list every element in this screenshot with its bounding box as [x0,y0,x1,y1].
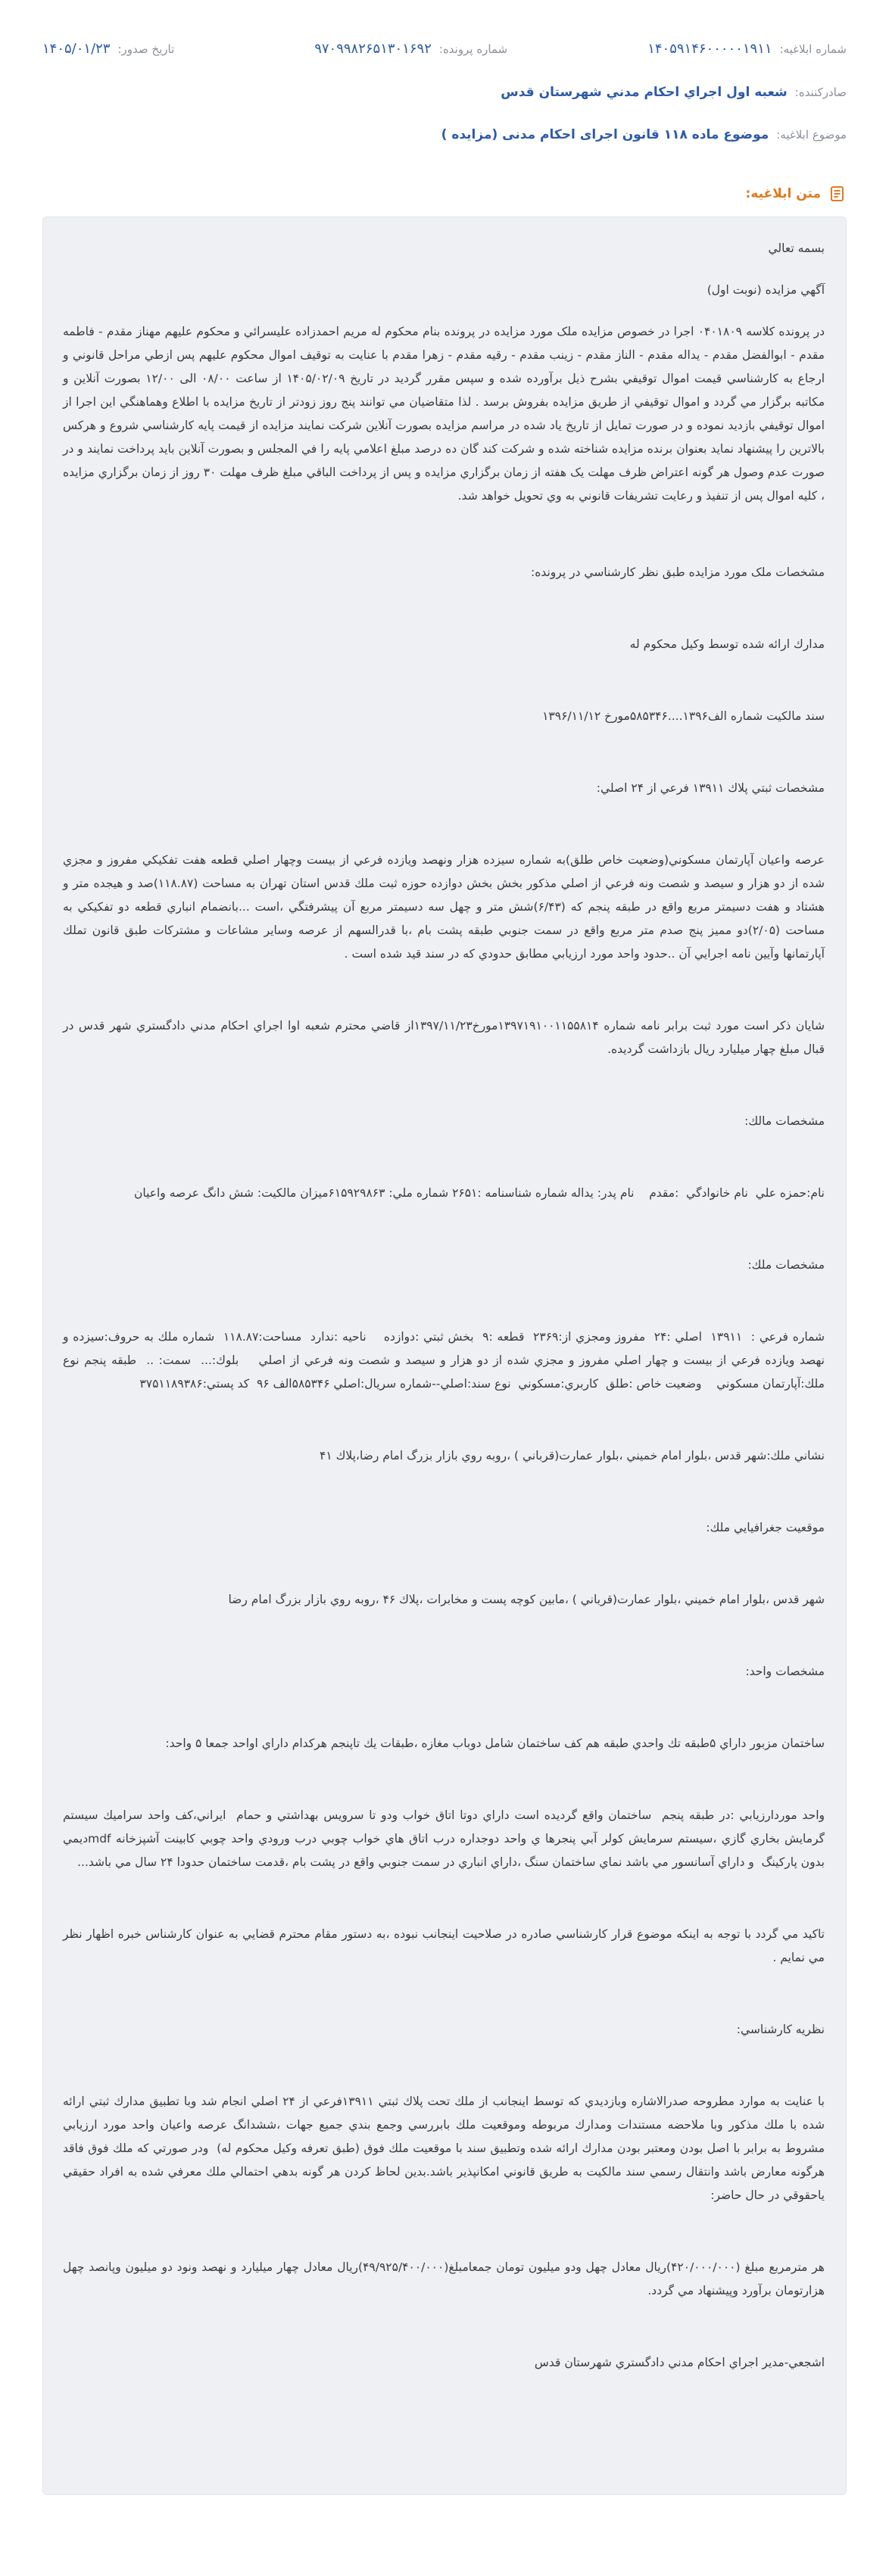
location-heading: موقعيت جغرافيايي ملك: [706,1521,825,1534]
property-address: نشاني ملك:شهر قدس ،بلوار امام خميني ،بلوار عمارت(قرباني ) ،روبه روي بازار بزرگ امام رضا،پلاك ۴۱ [320,1449,825,1462]
subject-value: موضوع ماده ۱۱۸ قانون اجرای احکام مدنی (مزایده ) [441,127,769,142]
location-details: شهر قدس ،بلوار امام خميني ،بلوار عمارت(قرباني ) ،مابين كوچه پست و مخابرات ،پلاك ۴۶ ،روبه روي بازار بزرگ امام رضا [228,1593,825,1606]
header-meta-row [42,39,847,59]
case-number-value: ۹۷۰۹۹۸۲۶۵۱۳۰۱۶۹۲ [314,41,432,57]
valuation-paragraph: هر مترمربع مبلغ (۴۲۰/۰۰۰/۰۰۰)ريال معادل چهل ودو ميليون تومان جمعامبلغ(۴۹/۹۲۵/۴۰۰/۰۰۰)ريال معادل چهار ميليارد و نهصد ونود دو ميليون وپانصد چهل هزارتومان برآورد وپيشنهاد مي گردد. [59,2260,825,2297]
issue-date-value: ۱۴۰۵/۰۱/۲۳ [42,41,111,57]
deed-line: سند مالكيت شماره الف۱۳۹۶....۵۸۵۳۴۶مورخ ۱۳۹۶/۱۱/۱۲ [542,709,825,723]
notice-text-title: متن ابلاغیه: [745,186,821,201]
unit-description: واحد موردارزيابي :در طبقه پنجم ساختمان واقع گرديده است داراي دوتا اتاق خواب ودو تا سرويس بهداشتي و حمام ايراني،كف واحد سراميك سيستم گرمايش بخاري گازي ،سيستم سرمايش كولر آبي پنجرها ي واحد دوجداره درب اتاق هاي خواب چوبي درب ورودي واحد چوبي كابينت آشپزخانه mdfديمي بدون پاركينگ و داراي آسانسور مي باشد نماي ساختمان سنگ ،داراي انباري در سمت جنوبي واقع در پشت بام ،قدمت ساختمان حدودا ۲۴ سال مي باشد... [59,1808,825,1869]
notice-text-heading [42,185,847,203]
owner-details: نام:حمزه علي نام خانوادگي :مقدم نام پدر: يداله شماره شناسنامه :۲۶۵۱ شماره ملي: ۶۱۵۹۲۹۸۶۳میزان مالکيت: شش دانگ عرصه واعيان [133,1186,825,1200]
issuer-value: شعبه اول اجراي احكام مدني شهرستان قدس [501,85,788,100]
registration-paragraph: عرصه واعيان آپارتمان مسكوني(وضعيت خاص طلق)به شماره سيزده هزار ونهصد ويازده فرعي از بيست وچهار اصلي قطعه هفت تفكيكي مفروز و مجزي شده از دو هزار و سيصد و شصت ونه فرعي از اصلي مذكور بخش بخش دوازده حوزه ثبت ملك قدس استان تهران به مساحت (۱۱۸.۸۷)صد و هيجده متر و هشتاد و هفت دسيمتر مربع واقع در طبقه پنجم كه (۶/۴۳)شش متر و چهل سه دسيمتر مربع آن پيشرفتگي ،است ...بانضمام انباري قطعه دو تفكيكي به مساحت (۲/۰۵)دو مميز پنج صدم متر مربع واقع در سمت جنوبي طبقه پشت بام ،با قدرالسهم از عرصه وساير مشاعات و مشتركات طبق قانون تملك آپارتمانها وآيين نامه اجرايي آن ..حدود واحد مورد ارزيابي مطابق حدودي كه در سند قيد شده است . [59,853,825,961]
property-heading: مشخصات ملك: [747,1258,825,1272]
seizure-paragraph: شايان ذكر است مورد ثبت برابر نامه شماره ۱۳۹۷۱۹۱۰۰۱۱۵۵۸۱۴مورخ۱۳۹۷/۱۱/۲۳از قاضي محترم شعبه اوا اجراي احكام مدني دادگستري شهر قدس در قبال مبلغ چهار ميليارد ريال بازداشت گرديده. [59,1019,825,1056]
unit-heading: مشخصات واحد: [745,1665,825,1678]
issuer-label: صادرکننده: [794,86,847,99]
auction-title: آگهي مزايده (نوبت اول) [707,283,825,297]
notice-number-value: ۱۴۰۵۹۱۴۶۰۰۰۰۰۱۹۱۱ [647,41,772,57]
expert-opinion-paragraph: با عنايت به موارد مطروحه صدرالاشاره وبازديدي كه توسط اينجانب از ملك تحت پلاك ثبتي ۱۳۹۱۱فرعي از ۲۴ اصلي انجام شد وبا تطبيق مدارك ثبتي ارائه شده با ملك مذكور وبا ملاحضه مستندات ومدارك مربوطه وموقعيت ملك بابررسي وجمع بندي جميع جهات ،ششدانگ عرصه واعيان واحد مورد ارزيابي مشروط به برابر با اصل بودن ومعتبر بودن مدارك ارائه شده وتطبيق سند با موقعيت ملك فوق (طبق تعرفه وكيل محكوم له) ودر صورتي كه ملك فوق فاقد هرگونه معارض باشد وانتقال رسمي سند مالكيت به طريق قانوني امكانپذير باشد.بدين لحاظ كردن هر گونه بدهي احتمالي ملك معرفي شده به افراد حقيقي ياحقوقي در حال حاضر: [59,2095,825,2202]
subject-label: موضوع ابلاغیه: [776,128,847,142]
issue-date-label: تاریخ صدور: [117,42,175,56]
basmala: بسمه تعالي [768,241,825,255]
notice-number-label: شماره ابلاغیه: [779,42,847,56]
document-icon [828,185,847,203]
notice-number [647,39,847,59]
expert-opinion-heading: نظريه كارشناسي: [736,2023,825,2036]
notice-body [42,216,847,2495]
expert-disclaimer: تاكيد مي گردد با توجه به اينكه موضوع قرار كارشناسي صادره در صلاحيت اينجانب نبوده ،به دستور مقام محترم قضايي به عنوان كارشناس خبره اظهار نظر مي نمايم . [59,1927,825,1964]
property-spec-heading: مشخصات ملک مورد مزايده طبق نظر کارشناسي در پرونده: [531,565,825,579]
auction-intro-paragraph: در پرونده کلاسه ۰۴۰۱۸۰۹ اجرا در خصوص مزايده ملک مورد مزايده در پرونده بنام محکوم له مريم احمدزاده عليسرائي و محكوم عليهم مهناز مقدم - فاطمه مقدم - ابوالفضل مقدم - يداله مقدم - الناز مقدم - زينب مقدم - رقيه مقدم - زهرا مقدم با عنايت به توقيف اموال محكوم عليهم پس ازطي مراحل قانوني و ارجاع به کارشناسي قيمت اموال توقيفي بشرح ذيل برآورده شده و سپس مقرر گرديد در تاريخ ۱۴۰۵/۰۲/۰۹ از ساعت ۰۸/۰۰ الی ۱۲/۰۰ بصورت آنلاين و مکاتبه برگزار مي گردد و اموال توقيفي از طريق مزايده بفروش برسد . لذا متقاضيان مي توانند پنج روز زودتر از تاريخ مزايده با اطلاع وهماهنگي اين اجرا از اموال توقيفي بازديد نموده و در صورت تمايل از تاريخ ياد شده در مراسم مزايده بصورت آنلاين شرکت نمايند مزايده از قيمت پايه کارشناسي شروع و هرکس بالاترين را پيشنهاد نمايد بعنوان برنده مزايده شناخته شده و شرکت کند گان ده درصد مبلغ اعلامي پايه را في المجلس و بصورت آنلاين بايد پرداخت نمايند و در صورت عدم وصول هر گونه اعتراض ظرف مهلت يک هفته از زمان برگزاري مزايده و پس از پرداخت الباقي مبلغ ظرف مهلت ۳۰ روز از زمان برگزاري مزايده ، کليه اموال پس از تنفيذ و رعايت تشريفات قانوني به وي تحويل خواهد شد. [59,325,825,503]
issue-date [42,39,174,59]
signature-line: اشجعي-مدير اجراي احكام مدني دادگستري شهرستان قدس [534,2356,825,2369]
subject-line [42,127,847,142]
registration-heading: مشخصات ثبتي پلاك ۱۳۹۱۱ فرعي از ۲۴ اصلي: [596,781,825,795]
building-description: ساختمان مزبور داراي ۵طبقه تك واحدي طبقه هم كف ساختمان شامل دوباب مغازه ،طبقات يك تاپنجم هركدام داراي اواحد جمعا ۵ واحد: [165,1737,825,1750]
property-details: شماره فرعي : ۱۳۹۱۱ اصلي :۲۴ مفروز ومجزي از:۲۳۶۹ قطعه :۹ بخش ثبتي :دوازده ناحيه :ندارد مساحت:۱۱۸.۸۷ شماره ملك به حروف:سيزده و نهصد ويازده فرعي از بيست و چهار اصلي مفروز و مجزي شده از دو هزار و سيصد و شصت ونه فرعي از اصلي بلوك:... سمت: .. طبقه پنجم نوع ملك:آپارتمان مسكوني وضعيت خاص :طلق كاربري:مسكوني نوع سند:اصلي--شماره سريال:اصلي ۵۸۵۳۴۶الف ۹۶ كد پستي:۳۷۵۱۱۸۹۳۸۶ [59,1330,825,1391]
issuer-line [42,85,847,100]
documents-line: مدارك ارائه شده توسط وكيل محكوم له [629,637,825,651]
owner-heading: مشخصات مالك: [744,1114,825,1128]
case-number [314,39,507,59]
case-number-label: شماره پرونده: [438,42,508,56]
